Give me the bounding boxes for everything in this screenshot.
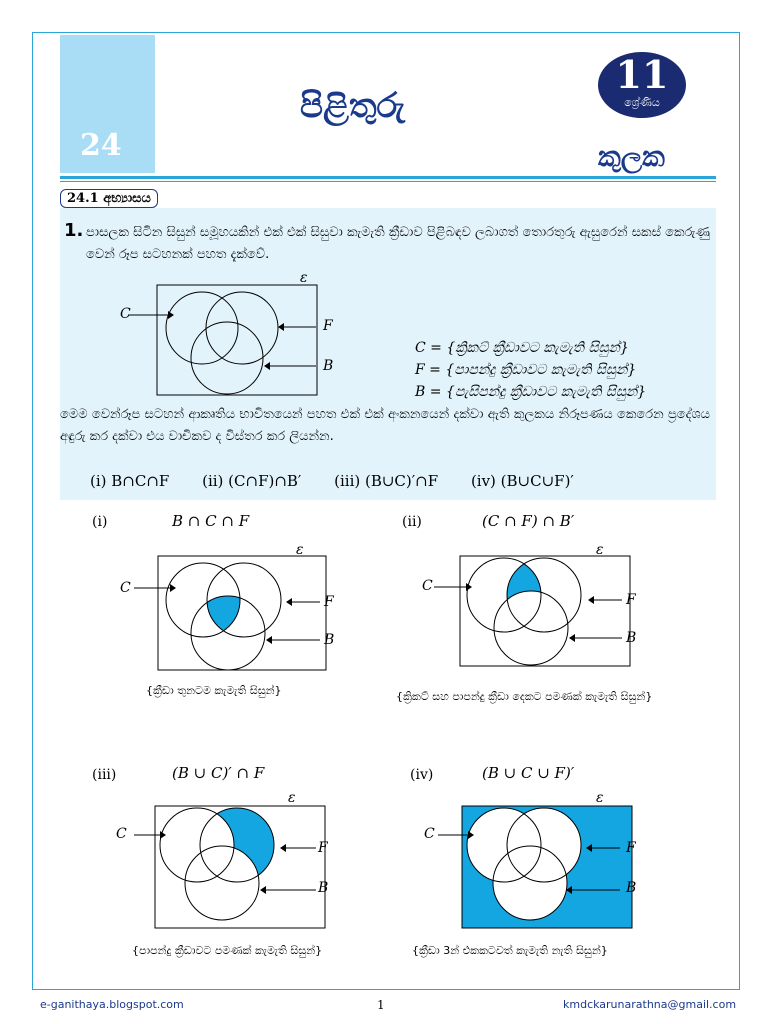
label-c: C — [120, 580, 131, 596]
label-b: B — [324, 632, 335, 648]
part-ii: (ii) (C∩F)∩B′ — [202, 472, 302, 490]
chapter-number: 24 — [80, 128, 122, 163]
arrowhead-b — [569, 634, 575, 642]
footer-blog-link[interactable]: e-ganithaya.blogspot.com — [40, 998, 184, 1011]
arrowhead-f — [278, 323, 284, 331]
label-c: C — [120, 306, 131, 322]
arrowhead-f — [280, 844, 286, 852]
part-i: (i) B∩C∩F — [90, 472, 170, 490]
set-c-definition: C = {ක්‍රිකට් ක්‍රීඩාවට කැමැති සිසුන්} — [415, 340, 629, 356]
arrowhead-f — [588, 596, 594, 604]
answer-iv-caption: {ක්‍රීඩා 3න් එකකටවත් කැමැති නැති සිසුන්} — [412, 944, 608, 957]
answer-ii-roman: (ii) — [402, 514, 422, 530]
set-b-definition: B = {පැසිපන්දු ක්‍රීඩාවට කැමැති සිසුන්} — [415, 384, 647, 400]
set-c-circle — [166, 292, 238, 364]
answer-ii-venn — [420, 540, 640, 680]
answer-iv-venn — [420, 790, 640, 940]
answer-iii-caption: {පාපන්දු ක්‍රීඩාවට පමණක් කැමැති සිසුන්} — [132, 944, 323, 957]
set-f-definition: F = {පාපන්දු ක්‍රීඩාවට කැමැති සිසුන්} — [415, 362, 637, 378]
exercise-tag: 24.1 අභ්‍යාසය — [60, 189, 158, 208]
label-universal: ε — [596, 790, 604, 806]
answer-i-expression: B ∩ C ∩ F — [172, 512, 250, 530]
part-iii: (iii) (B∪C)′∩F — [334, 472, 439, 490]
label-c: C — [422, 578, 433, 594]
subject-title: කුලක — [598, 140, 665, 173]
label-b: B — [626, 630, 637, 646]
part-iv: (iv) (B∪C∪F)′ — [470, 472, 574, 490]
grade-badge — [598, 52, 686, 118]
answer-iii-roman: (iii) — [92, 767, 117, 783]
label-b: B — [626, 880, 637, 896]
parts-list — [90, 472, 602, 490]
header-rule-thin — [60, 181, 716, 182]
label-b: B — [323, 358, 334, 374]
answer-i-venn — [120, 540, 340, 680]
arrowhead-b — [260, 886, 266, 894]
label-f: F — [324, 594, 334, 610]
page-number: 1 — [377, 998, 385, 1012]
question-venn-diagram — [110, 270, 330, 400]
answer-i-roman: (i) — [92, 514, 108, 530]
label-f: F — [323, 318, 333, 334]
label-universal: ε — [300, 270, 308, 286]
label-c: C — [424, 826, 435, 842]
universal-set-box — [158, 556, 326, 670]
answer-iii-venn — [120, 790, 340, 940]
answer-iii-expression: (B ∪ C)′ ∩ F — [172, 764, 265, 782]
universal-set-box — [157, 285, 317, 395]
question-text: පාසලක සිටින සිසුන් සමූහයකින් එක් එක් සිසුවා කැමැති ක්‍රීඩාව පිළිබඳව ලබාගත් තොරතුරු ඇසුරෙන් සකස් කෙරුණු වෙන් රූප සටහනක් පහත දැක්වේ. — [86, 225, 710, 262]
answer-ii-caption: {ක්‍රිකට් සහ පාපන්දු ක්‍රීඩා දෙකට පමණක් කැමැති සිසුන්} — [396, 690, 653, 703]
footer-email-link[interactable]: kmdckarunarathna@gmail.com — [563, 998, 737, 1011]
arrowhead-b — [264, 362, 270, 370]
instruction-text: මෙම වෙන්රූප සටහන් ආකෘතිය භාවිතයෙන් පහත එක් එක් අංකනයෙන් දක්වා ඇති කුලකය නිරූපණය කෙරෙන ප්‍රදේශය අඳුරු කර දක්වා එය වාචිකව ද විස්තර කර ලියන්න. — [60, 407, 710, 444]
grade-label: ශ්‍රේණිය — [624, 96, 660, 109]
arrowhead-f — [286, 598, 292, 606]
universal-set-box — [460, 556, 630, 666]
arrowhead-c — [160, 831, 166, 839]
label-universal: ε — [596, 542, 604, 558]
answer-ii-expression: (C ∩ F) ∩ B′ — [482, 512, 575, 530]
answer-iv-expression: (B ∪ C ∪ F)′ — [482, 764, 575, 782]
grade-number: 11 — [615, 52, 669, 97]
answer-iv-roman: (iv) — [410, 767, 434, 783]
question-number: 1. — [64, 220, 84, 241]
label-f: F — [318, 840, 328, 856]
label-b: B — [318, 880, 329, 896]
arrowhead-c — [170, 584, 176, 592]
set-b-circle — [191, 322, 263, 394]
arrowhead-b — [266, 636, 272, 644]
header-rule — [60, 176, 716, 179]
set-f-circle — [206, 292, 278, 364]
arrowhead-c — [168, 311, 174, 319]
answer-i-caption: {ක්‍රීඩා තුනටම කැමැති සිසුන්} — [146, 684, 282, 697]
page-title: පිළිතුරු — [300, 86, 405, 126]
label-f: F — [626, 592, 636, 608]
label-f: F — [626, 840, 636, 856]
label-universal: ε — [288, 790, 296, 806]
label-c: C — [116, 826, 127, 842]
label-universal: ε — [296, 542, 304, 558]
